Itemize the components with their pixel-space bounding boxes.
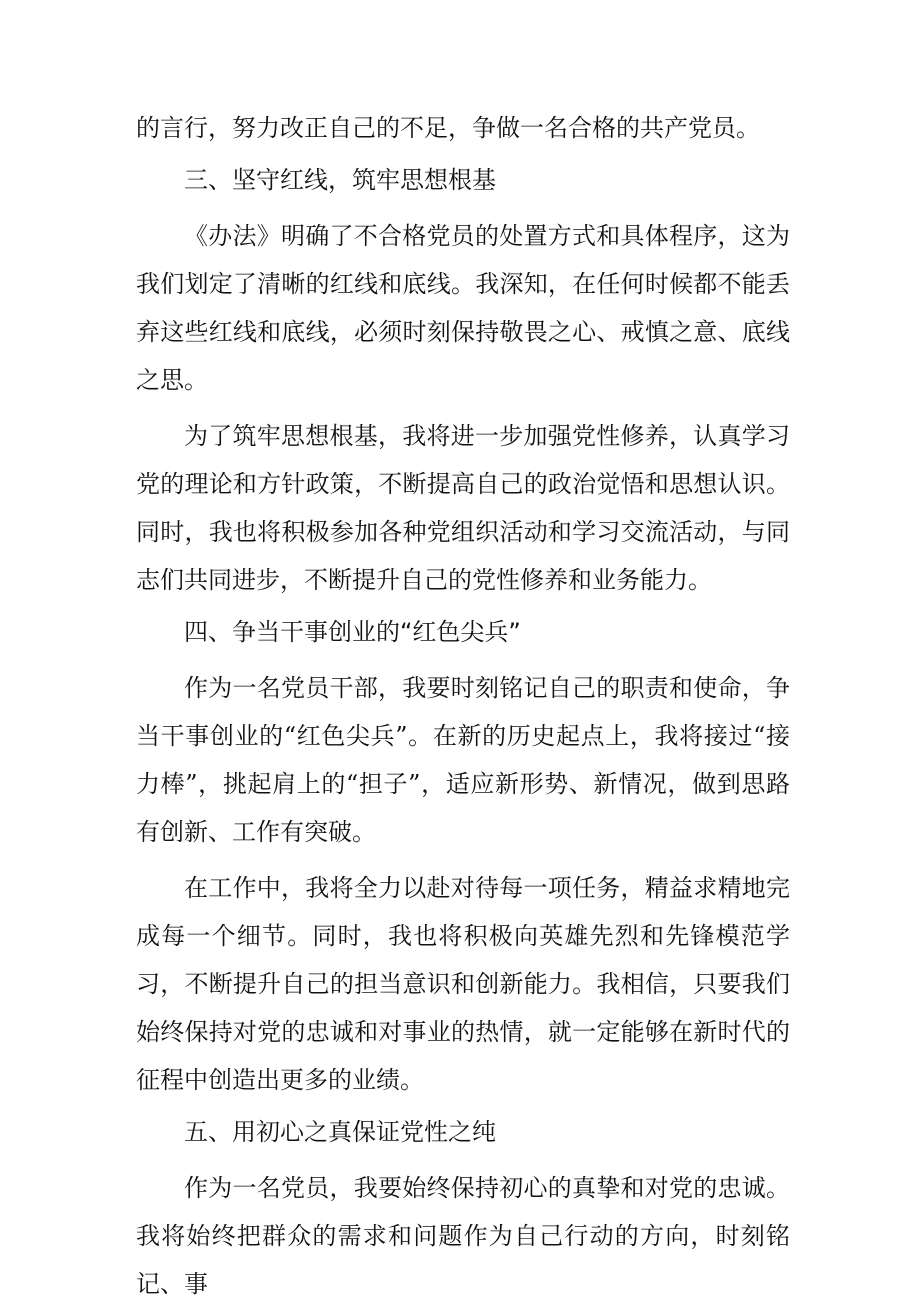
document-body (136, 104, 790, 1308)
paragraph: 《办法》明确了不合格党员的处置方式和具体程序，这为我们划定了清晰的红线和底线。我深知，在任何时候都不能丢弃这些红线和底线，必须时刻保持敬畏之心、戒慎之意、底线之思。 (136, 222, 790, 394)
section-heading-5: 五、用初心之真保证党性之纯 (184, 1118, 496, 1146)
paragraph: 作为一名党员干部，我要时刻铭记自己的职责和使命，争当干事创业的“红色尖兵”。在新的历史起点上，我将接过“接力棒”，挑起肩上的“担子”，适应新形势、新情况，做到思路有创新、工作有突破。 (136, 674, 790, 846)
paragraph-continuation: 的言行，努力改正自己的不足，争做一名合格的共产党员。 (136, 114, 760, 142)
paragraph: 作为一名党员，我要始终保持初心的真挚和对党的忠诚。我将始终把群众的需求和问题作为自己行动的方向，时刻铭记、事 (136, 1174, 790, 1298)
paragraph: 为了筑牢思想根基，我将进一步加强党性修养，认真学习党的理论和方针政策，不断提高自己的政治觉悟和思想认识。同时，我也将积极参加各种党组织活动和学习交流活动，与同志们共同进步，不断提升自己的党性修养和业务能力。 (136, 422, 790, 594)
paragraph: 在工作中，我将全力以赴对待每一项任务，精益求精地完成每一个细节。同时，我也将积极向英雄先烈和先锋模范学习，不断提升自己的担当意识和创新能力。我相信，只要我们始终保持对党的忠诚和对事业的热情，就一定能够在新时代的征程中创造出更多的业绩。 (136, 874, 790, 1094)
section-heading-4: 四、争当干事创业的“红色尖兵” (184, 618, 521, 646)
section-heading-3: 三、坚守红线，筑牢思想根基 (184, 166, 496, 194)
